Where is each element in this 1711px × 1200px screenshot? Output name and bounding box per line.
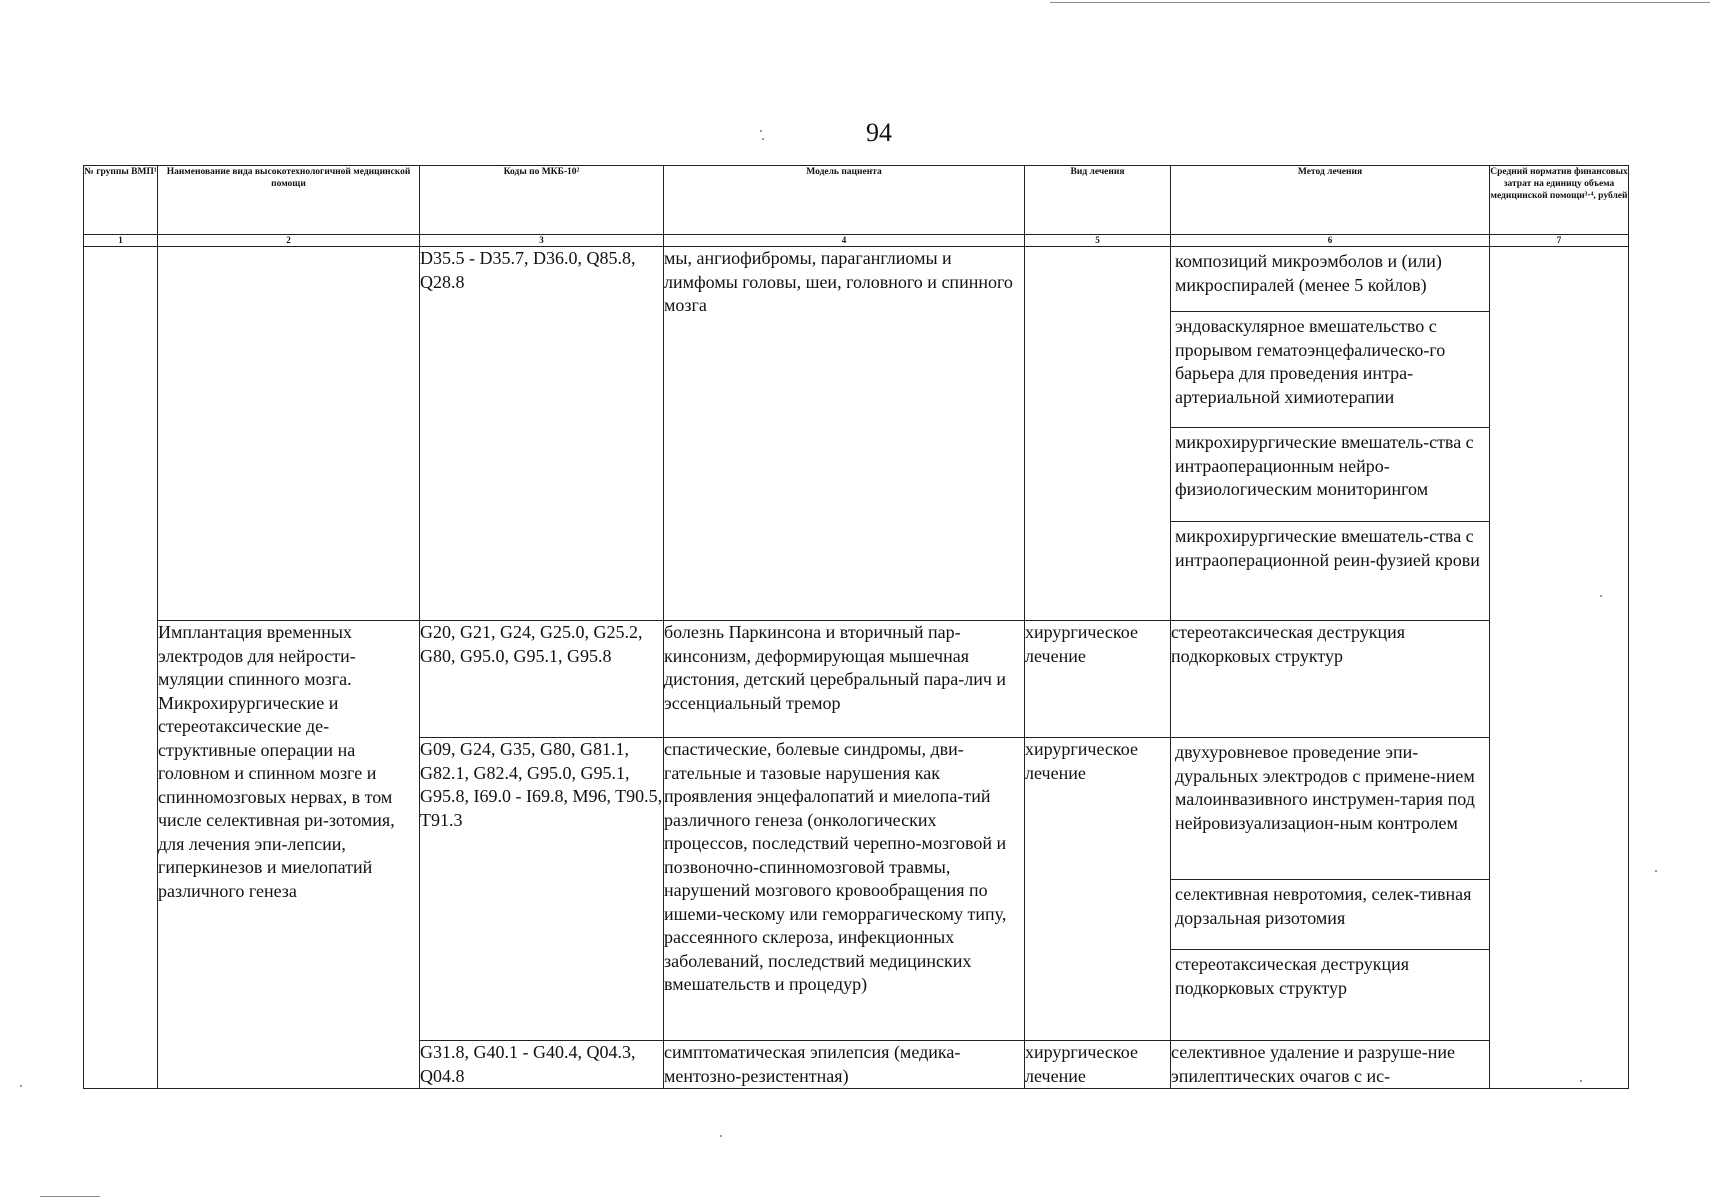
table-row	[84, 247, 1629, 621]
header-patient-model: Модель пациента	[664, 166, 1025, 235]
column-number: 1	[84, 235, 158, 247]
page-number: 94	[866, 118, 892, 147]
treatment-type-cell: хирургическое лечение	[1025, 738, 1171, 1041]
scan-speck	[1655, 870, 1657, 872]
header-care-type: Наименование вида высокотехнологичной медицинской помощи	[158, 166, 420, 235]
icd-codes-cell: D35.5 - D35.7, D36.0, Q85.8, Q28.8	[420, 247, 664, 621]
header-cost-standard: Средний норматив финансовых затрат на единицу объема медицинской помощи³·⁴, рублей	[1490, 166, 1629, 235]
column-number: 7	[1490, 235, 1629, 247]
header-icd-codes: Коды по МКБ-10²	[420, 166, 664, 235]
treatment-type-cell: хирургическое лечение	[1025, 1041, 1171, 1089]
method-item: двухуровневое проведение эпи-дуральных электродов с примене-нием малоинвазивного инструмен-тария под нейровизуализацион-ным контролем	[1171, 738, 1489, 880]
group-number-cell	[84, 247, 158, 1089]
method-item: композиций микроэмболов и (или) микроспиралей (менее 5 койлов)	[1171, 247, 1489, 312]
method-item: селективная невротомия, селек-тивная дорзальная ризотомия	[1171, 880, 1489, 950]
method-item: микрохирургические вмешатель-ства с интраоперационной реин-фузией крови	[1175, 526, 1480, 570]
vmp-table	[83, 165, 1629, 1089]
column-number: 3	[420, 235, 664, 247]
header-group-number: № группы ВМП¹	[84, 166, 158, 235]
column-number: 2	[158, 235, 420, 247]
header-treatment-type: Вид лечения	[1025, 166, 1171, 235]
header-treatment-method: Метод лечения	[1171, 166, 1490, 235]
patient-model-cell: мы, ангиофибромы, параганглиомы и лимфомы головы, шеи, головного и спинного мозга	[664, 247, 1025, 621]
treatment-type-cell: хирургическое лечение	[1025, 621, 1171, 738]
treatment-method-cell	[1171, 247, 1490, 621]
method-item: эндоваскулярное вмешательство с прорывом гематоэнцефалическо-го барьера для проведения интра-артериальной химиотерапии	[1171, 312, 1489, 428]
care-type-cell	[158, 247, 420, 621]
scan-speck	[1580, 1080, 1582, 1082]
cost-standard-cell	[1490, 247, 1629, 1089]
patient-model-cell: болезнь Паркинсона и вторичный пар-кинсонизм, деформирующая мышечная дистония, детский церебральный пара-лич и эссенциальный тремор	[664, 621, 1025, 738]
care-type-cell: Имплантация временных электродов для нейрости-муляции спинного мозга. Микрохирургические и стереотаксические де-структивные операции на головном и спинном мозге и спинномозговых нервах, в том числе селективная ри-зотомия, для лечения эпи-лепсии, гиперкинезов и миелопатий различного генеза	[158, 621, 420, 1089]
icd-codes-cell: G09, G24, G35, G80, G81.1, G82.1, G82.4, G95.0, G95.1, G95.8, I69.0 - I69.8, M96, T90.5, T91.3	[420, 738, 664, 1041]
scan-speck	[20, 1085, 22, 1087]
scan-speck	[720, 1135, 722, 1137]
column-number-row	[84, 235, 1629, 247]
icd-codes-cell: G31.8, G40.1 - G40.4, Q04.3, Q04.8	[420, 1041, 664, 1089]
scan-speck	[1600, 595, 1602, 597]
scan-line	[1050, 2, 1710, 3]
treatment-method-cell: стереотаксическая деструкция подкорковых структур	[1171, 621, 1490, 738]
method-item: стереотаксическая деструкция подкорковых структур	[1175, 954, 1410, 998]
treatment-type-cell	[1025, 247, 1171, 621]
icd-codes-cell: G20, G21, G24, G25.0, G25.2, G80, G95.0, G95.1, G95.8	[420, 621, 664, 738]
table-row	[84, 621, 1629, 738]
column-number: 5	[1025, 235, 1171, 247]
header-row	[84, 166, 1629, 235]
scan-speck	[762, 138, 764, 140]
column-number: 4	[664, 235, 1025, 247]
patient-model-cell: спастические, болевые синдромы, дви-гательные и тазовые нарушения как проявления энцефалопатий и миелопа-тий различного генеза (онкологических процессов, последствий черепно-мозговой и позвоночно-спинномозговой травмы, нарушений мозгового кровообращения по ишеми-ческому или геморрагическому типу, рассеянного склероза, инфекционных заболеваний, последствий медицинских вмешательств и процедур)	[664, 738, 1025, 1041]
patient-model-cell: симптоматическая эпилепсия (медика-ментозно-резистентная)	[664, 1041, 1025, 1089]
treatment-method-cell	[1171, 738, 1490, 1041]
scan-line	[40, 1196, 100, 1197]
method-item: микрохирургические вмешатель-ства с интраоперационным нейро-физиологическим мониторингом	[1171, 428, 1489, 522]
treatment-method-cell: селективное удаление и разруше-ние эпилептических очагов с ис-	[1171, 1041, 1490, 1089]
column-number: 6	[1171, 235, 1490, 247]
scan-speck	[760, 130, 762, 132]
